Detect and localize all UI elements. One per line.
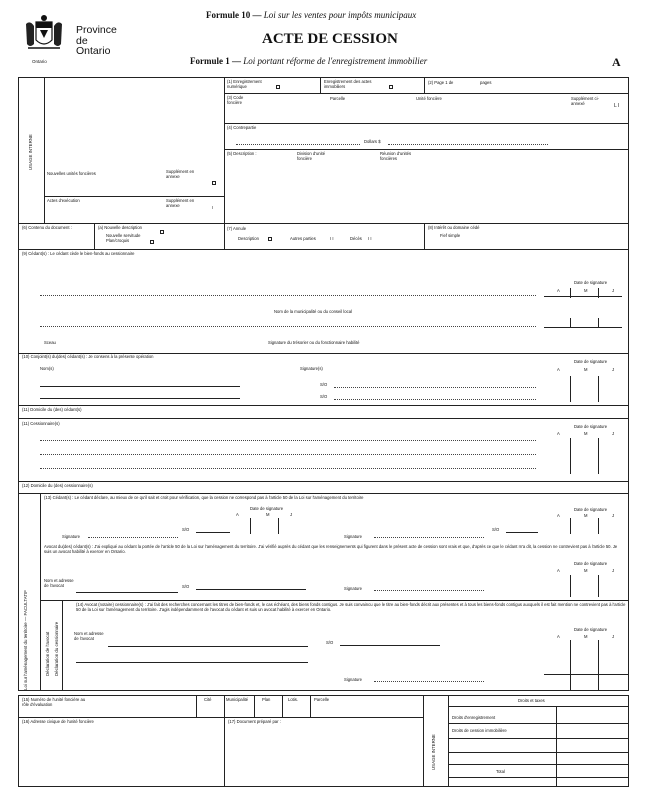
line-exec xyxy=(44,196,224,197)
b14-so3: S/O xyxy=(182,584,190,589)
b14-a-right: A xyxy=(557,513,560,518)
b7-other-box[interactable]: I I xyxy=(330,236,334,241)
form1-title xyxy=(190,56,427,66)
divider-b7 xyxy=(224,223,225,249)
b12-line2 xyxy=(40,454,536,455)
b14-j-right: J xyxy=(612,513,615,518)
bottom-usage-col xyxy=(448,695,449,787)
b9-date-line1 xyxy=(544,296,622,297)
b14-m-right: M xyxy=(584,513,588,518)
b14-date-sig-right: Date de signature xyxy=(574,507,608,512)
b15-so-line xyxy=(340,645,440,646)
province-name xyxy=(76,25,117,57)
line-row3 xyxy=(224,123,629,124)
b15-date-sig: Date de signature xyxy=(574,627,608,632)
addresses: Actes d'exécution xyxy=(47,198,80,203)
b3-parcel: Parcelle xyxy=(330,96,346,101)
side-dec: Déclaration de l'avocat xyxy=(45,631,50,676)
b14-sig3: Signature xyxy=(344,586,362,591)
b14-avocat: Avocat du(des) cédant(s) : J'ai expliqué au cédant la portée de l'article 50 de la Loi sur l'aménagement du territoire. J'ai vérifié auprès du cédant que les renseignements qui figurent dans le présent acte de cession sont vrais et que, d'après ce que le cédant m'a dit, la cession ne contrevient pas à l'article 50. Je suis un avocat habilité à exercer en Ontario. xyxy=(44,544,618,554)
supp-annexe-1: Supplément en annexe xyxy=(166,169,195,179)
b15-sig-line xyxy=(374,681,484,682)
b7-label: (7) Annule xyxy=(227,226,247,231)
b15-m: M xyxy=(584,634,588,639)
b16-div3 xyxy=(254,695,255,717)
line-row1 xyxy=(224,93,629,94)
page-title: ACTE DE CESSION xyxy=(262,31,398,47)
b9-m: M xyxy=(584,288,588,293)
b15-label: (14) Avocat (notaire) cessionnaire(s) : J'ai fait des recherches concernant les titres de bien-fonds et, le cas échéant, des biens fonds contigus. Je suis convaincu que le titre au bien-fonds décrit aux présentes et à tous les biens-fonds contigus auxquels il est fait mention ne contrevient pas à l'article 50 de la Loi sur l'aménagement du territoire. J'agis indépendamment de l'avocat du cédant et suis un avocat habilité à exercer en Ontario. xyxy=(76,602,626,612)
fees-2: Droits de cession immobilière xyxy=(452,728,507,733)
b12-date-sig: Date de signature xyxy=(574,424,608,429)
b14-so2: S/O xyxy=(492,527,500,532)
b9-j: J xyxy=(612,288,615,293)
fees-title: Droits et taxes xyxy=(518,698,545,703)
b14-date-sig-left: Date de signature xyxy=(250,506,284,511)
crest-icon xyxy=(22,14,66,60)
b10-name-line1 xyxy=(40,386,240,387)
b2-label: (2) Page 1 de xyxy=(428,80,454,85)
b7-dies-box[interactable]: I I xyxy=(368,236,372,241)
b14-date-div-32 xyxy=(598,575,599,597)
fees-line-3 xyxy=(448,752,629,753)
b15-nom-line2 xyxy=(76,662,308,663)
b14-sig: Signature xyxy=(62,534,80,539)
b16-div2 xyxy=(224,695,225,717)
b6-plans: Nouvelle servitude Plan/croquis xyxy=(106,233,141,243)
b12-line1 xyxy=(40,440,536,441)
divider-upper xyxy=(224,77,225,223)
new-units: Nouvelles unités foncières xyxy=(47,171,96,176)
fees-col-div xyxy=(556,706,557,787)
b3-supp-box[interactable]: L I xyxy=(614,103,620,109)
line-row11 xyxy=(18,405,629,406)
b14-j-left: J xyxy=(290,512,293,517)
b10-j: J xyxy=(612,367,615,372)
usage-interne-label: USAGE INTERNE xyxy=(28,134,33,170)
b9-sig: Signature du trésorier ou du fonctionnaire habilité xyxy=(268,340,360,345)
b9-date-sig: Date de signature xyxy=(574,280,608,285)
b4-label: (4) Contrepartie xyxy=(227,125,257,130)
fees-line-2 xyxy=(448,738,629,739)
b14-sig3-line xyxy=(374,590,484,591)
b3-supp: Supplément ci-annexé xyxy=(571,96,599,106)
b9-a: A xyxy=(557,288,560,293)
b1b-label: Enregistrement des actes immobiliers xyxy=(324,79,372,89)
province-line3: Ontario xyxy=(76,45,111,57)
b15-a: A xyxy=(557,634,560,639)
b10-sig: Signature(s) xyxy=(300,366,323,371)
side-cess: Déclaration du cessionnaire xyxy=(54,621,59,676)
b12-date-div2 xyxy=(598,438,599,474)
b15-date-div2 xyxy=(598,640,599,690)
b14-date-sig-3: Date de signature xyxy=(574,561,608,566)
divider-b6 xyxy=(94,223,95,249)
b14-j-3: J xyxy=(612,568,615,573)
b4-line xyxy=(236,144,360,145)
b14-a-left: A xyxy=(236,512,239,517)
province-line2: de xyxy=(76,34,88,47)
b14-sig2-line xyxy=(374,537,484,538)
line-row15 xyxy=(40,600,629,601)
b17-label: (16) Adresse civique de l'unité foncière xyxy=(22,719,94,724)
b9-date-div4 xyxy=(598,318,599,328)
b14-sig2: Signature xyxy=(344,534,362,539)
divider-b2 xyxy=(424,77,425,93)
b14-date-div-31 xyxy=(570,575,571,597)
fees-line-5 xyxy=(448,777,629,778)
form10-italic: Loi sur les ventes pour impôts municipaux xyxy=(263,10,417,20)
b11-label: (11) Domicile du (des) cédant(s) xyxy=(22,407,82,412)
b18-label: (17) Document préparé par : xyxy=(228,719,281,724)
b16-par: Parcelle xyxy=(314,697,330,702)
line-row13 xyxy=(18,481,629,482)
fees-line-1 xyxy=(448,723,629,724)
b5-label: (5) Description : xyxy=(227,151,257,156)
b16-div4 xyxy=(282,695,283,717)
b15-j: J xyxy=(612,634,615,639)
b15-date-div1 xyxy=(570,640,571,690)
b14-so: S/O xyxy=(182,527,190,532)
form1-italic: Loi portant réforme de l'enregistrement immobilier xyxy=(243,56,428,66)
line-row14 xyxy=(18,493,629,494)
b10-so2: S/O xyxy=(320,394,328,399)
b10-m: M xyxy=(584,367,588,372)
b14-label: (13) Cédant(s) : Le cédant déclare, au mieux de ce qu'il sait et croit pour vérification, que la cession ne correspond pas à l'article 50 de la Loi sur l'aménagement du territoire xyxy=(44,495,364,500)
planning-side-divider xyxy=(40,493,41,690)
b16-mun: Municipalité xyxy=(226,697,249,702)
bottom-row-line xyxy=(18,717,423,718)
b14-so3-line xyxy=(196,589,306,590)
b14-date-div-l2 xyxy=(278,518,279,534)
fees-total: Total xyxy=(496,769,505,774)
b10-sig-line1 xyxy=(334,387,536,388)
fees-line-4 xyxy=(448,764,629,765)
b15-sig: Signature xyxy=(344,677,362,682)
b9-date-div3 xyxy=(570,318,571,328)
supp-checkbox-1[interactable] xyxy=(212,181,216,185)
form10-title xyxy=(206,10,416,20)
b7-other: Autres parties xyxy=(290,236,316,241)
line-row6 xyxy=(18,223,629,224)
b6-label: (6) Contenu du document : xyxy=(22,225,72,230)
b4-dollars: Dollars $ xyxy=(364,139,381,144)
b12-label: (11) Cessionnaire(s) xyxy=(22,421,60,426)
b15-nom-line1 xyxy=(108,646,308,647)
crest-caption: Ontario xyxy=(32,59,47,64)
b14-sig-line xyxy=(88,537,178,538)
supp-box-2[interactable]: I xyxy=(212,205,214,210)
bottom-b17-div xyxy=(224,717,225,787)
b8-label: (8) Intérêt ou domaine cédé xyxy=(428,225,480,230)
b10-sig-line2 xyxy=(334,399,536,400)
b13-label: (12) Domicile du (des) cessionnaire(s) xyxy=(22,483,93,488)
b1-checkbox[interactable] xyxy=(276,85,280,89)
b16-cite: Cité xyxy=(204,697,212,702)
b16-div5 xyxy=(310,695,311,717)
b14-date-div-r1 xyxy=(570,518,571,534)
form1-bold: Formule 1 — xyxy=(190,56,241,66)
b12-j: J xyxy=(612,431,615,436)
b12-date-div1 xyxy=(570,438,571,474)
b14-nom-line xyxy=(76,592,178,593)
b14-a-3: A xyxy=(557,568,560,573)
planning-side-divider2 xyxy=(62,600,63,690)
b10-name-line2 xyxy=(40,398,240,399)
fees-1: Droits d'enregistrement xyxy=(452,715,496,720)
b7-dies: Décès xyxy=(350,236,362,241)
b12-line3 xyxy=(40,468,536,469)
b1-label: (1) Enregistrement numérique xyxy=(227,79,262,89)
form10-bold: Formule 10 — xyxy=(206,10,262,20)
b14-date-div-r2 xyxy=(598,518,599,534)
line-row4 xyxy=(224,149,629,150)
b3-unit: Unité foncière xyxy=(416,96,442,101)
b2-pages: pages xyxy=(480,80,492,85)
b9-line2 xyxy=(40,326,536,327)
b14-so-line xyxy=(196,532,230,533)
fees-line-top xyxy=(448,706,629,707)
b15-date-line xyxy=(544,674,629,675)
b14-date-div-l1 xyxy=(250,518,251,534)
divider-b8 xyxy=(424,223,425,249)
usage-divider xyxy=(44,77,45,223)
b14-m-3: M xyxy=(584,568,588,573)
b9-line1 xyxy=(40,295,536,296)
b9-name: Nom de la municipalité ou du conseil local xyxy=(274,309,352,314)
b9-date-line2 xyxy=(544,327,622,328)
b9-label: (9) Cédant(s) : Le cédant cède le bien-fonds au cessionnaire xyxy=(22,251,135,256)
b10-date-div2 xyxy=(598,376,599,402)
b10-date-sig: Date de signature xyxy=(574,359,608,364)
b7-desc-checkbox[interactable] xyxy=(268,237,272,241)
b3-label: (3) Code foncière xyxy=(227,95,244,105)
b1b-checkbox[interactable] xyxy=(389,85,393,89)
b9-date-div2 xyxy=(598,288,599,298)
b12-a: A xyxy=(557,431,560,436)
province-line1: Province xyxy=(76,24,117,36)
b15-so: S/O xyxy=(326,640,334,645)
b6-new: (a) Nouvelle description xyxy=(98,225,142,230)
b5-div: Division d'unité foncière xyxy=(297,151,326,161)
b10-date-div1 xyxy=(570,376,571,402)
b10-label: (10) Conjoint(s) du(des) cédant(s) : Je consens à la présente opération xyxy=(22,354,154,359)
b5-reun: Réunion d'unités foncières xyxy=(380,151,412,161)
b16-div1 xyxy=(196,695,197,717)
b10-names: Nom(s) xyxy=(40,366,54,371)
side-planning: Loi sur l'aménagement du territoire — FACULTATIF xyxy=(23,590,28,690)
bottom-col-main xyxy=(423,695,424,787)
b16-map: Plan xyxy=(262,697,271,702)
b9-date-div1 xyxy=(570,288,571,298)
b16-sub: Lotis. xyxy=(288,697,299,702)
b14-so2-line xyxy=(506,532,538,533)
b6-plans-checkbox[interactable] xyxy=(150,240,154,244)
line-row12 xyxy=(18,418,629,419)
b9-sceau: Sceau xyxy=(44,340,56,345)
bottom-usage-label: USAGE INTERNE xyxy=(431,734,436,770)
b4-dollars-line xyxy=(388,144,548,145)
supp-annexe-2: Supplément en annexe xyxy=(166,198,195,208)
b16-label: (15) Numéro de l'unité foncière au rôle d'évaluation xyxy=(22,697,86,707)
b14-m-left: M xyxy=(266,512,270,517)
b6-new-checkbox[interactable] xyxy=(160,230,164,234)
b10-so1: S/O xyxy=(320,382,328,387)
b15-nom: Nom et adresse de l'avocat xyxy=(74,631,104,641)
ontario-crest xyxy=(22,14,66,60)
bottom-frame xyxy=(18,695,629,787)
divider-b1b xyxy=(320,77,321,93)
b8-fee: Fief simple xyxy=(440,233,461,238)
form-letter: A xyxy=(612,55,621,69)
line-row9 xyxy=(18,249,629,250)
b7-desc: Description xyxy=(238,236,259,241)
b12-m: M xyxy=(584,431,588,436)
b14-nom: Nom et adresse de l'avocat xyxy=(44,578,74,588)
b10-a: A xyxy=(557,367,560,372)
